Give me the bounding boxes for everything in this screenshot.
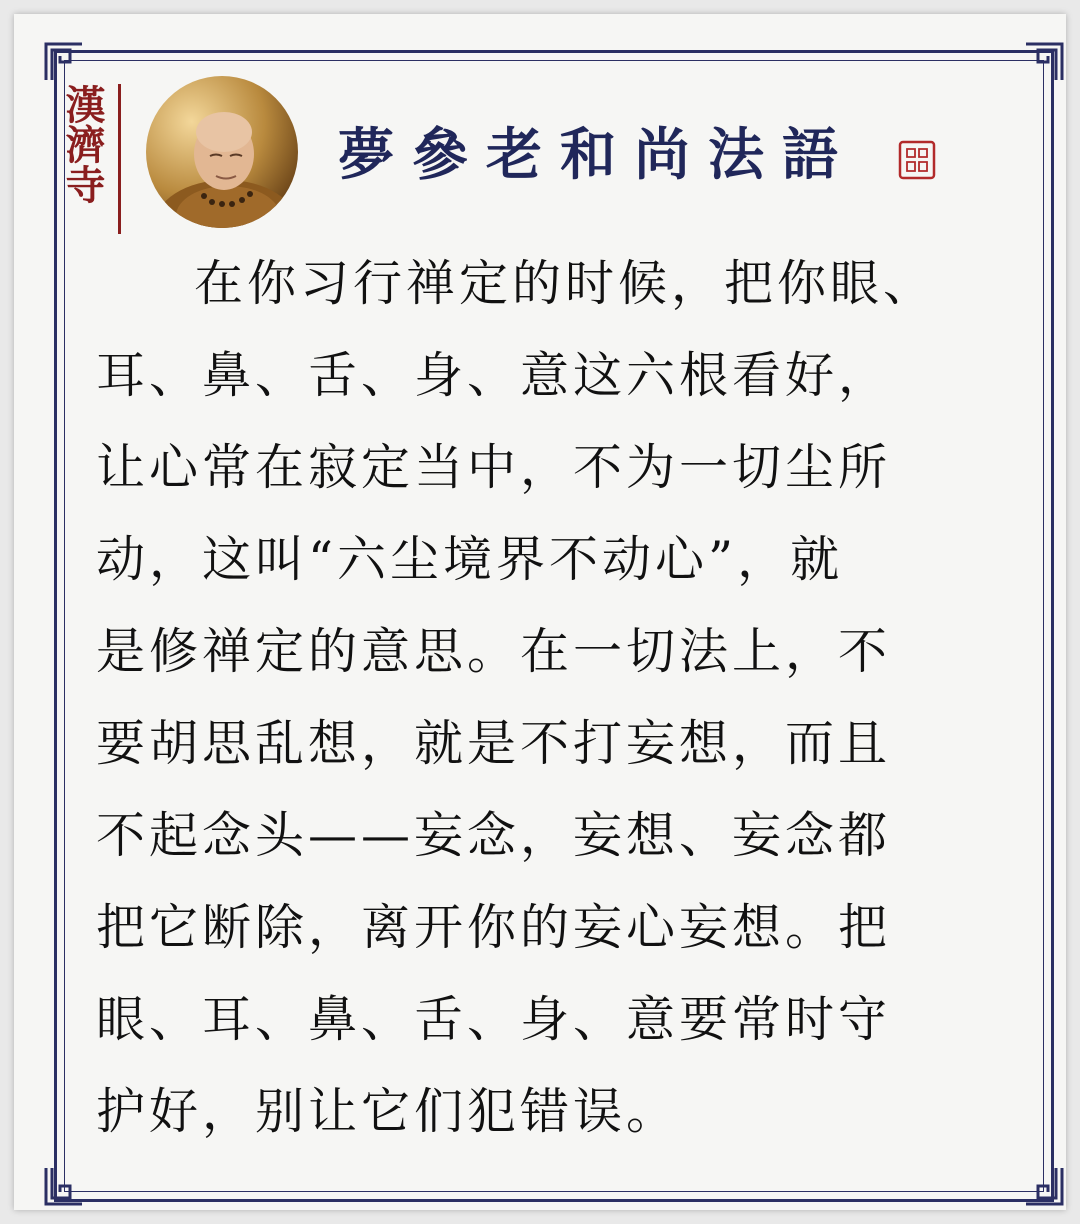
text-line: 动，这叫“六尘境界不动心”，就	[96, 531, 844, 588]
text-line: 要胡思乱想，就是不打妄想，而且	[96, 715, 892, 772]
text-line: 让心常在寂定当中，不为一切尘所	[96, 439, 892, 496]
text-line: 耳、鼻、舌、身、意这六根看好，	[96, 347, 892, 404]
monk-portrait-icon	[146, 76, 298, 228]
corner-ornament-icon	[42, 1164, 86, 1208]
text-line: 眼、耳、鼻、舌、身、意要常时守	[96, 991, 892, 1048]
temple-name: 漢濟寺	[59, 84, 106, 204]
text-line: 是修禅定的意思。在一切法上，不	[96, 623, 892, 680]
corner-ornament-icon	[42, 40, 86, 84]
temple-divider	[118, 84, 121, 234]
text-line: 护好，别让它们犯错误。	[96, 1083, 680, 1140]
text-line: 不起念头——妄念，妄想、妄念都	[96, 807, 892, 864]
text-line: 在你习行禅定的时候，把你眼、	[194, 255, 937, 312]
corner-ornament-icon	[1022, 40, 1066, 84]
page-title: 夢參老和尚法語	[338, 122, 856, 188]
dharma-text	[96, 238, 996, 1158]
text-line: 把它断除，离开你的妄心妄想。把	[96, 899, 892, 956]
seal-stamp-icon	[898, 140, 936, 180]
corner-ornament-icon	[1022, 1164, 1066, 1208]
